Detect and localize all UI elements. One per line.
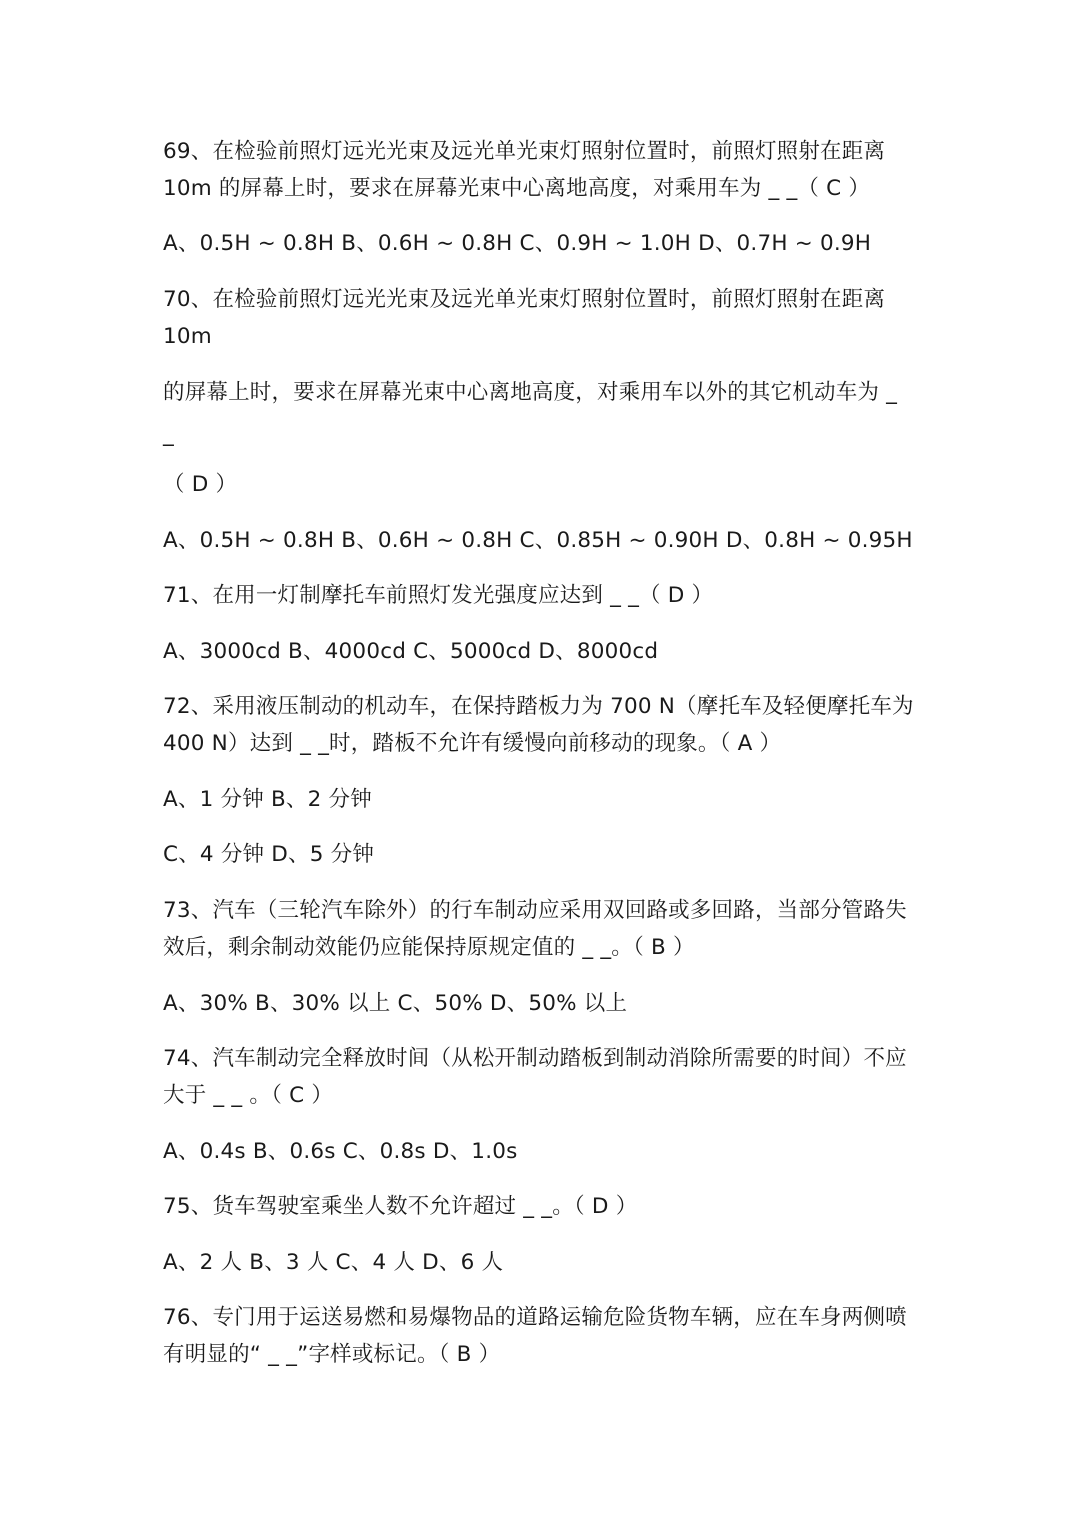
q70-answer: （ D ） (163, 472, 238, 497)
q74-line-2: 大于 _ _ 。（ C ） (163, 1083, 334, 1108)
q76-line-2: 有明显的“ _ _”字样或标记。（ B ） (163, 1342, 501, 1367)
q73-line-1: 73、汽车（三轮汽车除外）的行车制动应采用双回路或多回路，当部分管路失 (163, 898, 907, 923)
q70-line-2: 10m (163, 324, 212, 349)
q74-options: A、0.4s B、0.6s C、0.8s D、1.0s (163, 1139, 518, 1164)
q71-options: A、3000cd B、4000cd C、5000cd D、8000cd (163, 639, 659, 664)
q76-line-1: 76、专门用于运送易燃和易爆物品的道路运输危险货物车辆，应在车身两侧喷 (163, 1305, 907, 1330)
q70-options: A、0.5H ~ 0.8H B、0.6H ~ 0.8H C、0.85H ~ 0.90H D、0.8H ~ 0.95H (163, 528, 913, 553)
q70-line-1: 70、在检验前照灯远光光束及远光单光束灯照射位置时，前照灯照射在距离 (163, 287, 886, 312)
q72-options-2: C、4 分钟 D、5 分钟 (163, 842, 375, 867)
q74-line-1: 74、汽车制动完全释放时间（从松开制动踏板到制动消除所需要的时间）不应 (163, 1046, 907, 1071)
q73-options: A、30% B、30% 以上 C、50% D、50% 以上 (163, 991, 628, 1016)
q70-line-4: _ (163, 422, 174, 447)
q69-options: A、0.5H ~ 0.8H B、0.6H ~ 0.8H C、0.9H ~ 1.0H D、0.7H ~ 0.9H (163, 231, 872, 256)
q69-line-1: 69、在检验前照灯远光光束及远光单光束灯照射位置时，前照灯照射在距离 (163, 139, 886, 164)
q69-line-2: 10m 的屏幕上时，要求在屏幕光束中心离地高度，对乘用车为 _ _（ C ） (163, 176, 871, 201)
q75-line-1: 75、货车驾驶室乘坐人数不允许超过 _ _。（ D ） (163, 1194, 638, 1219)
q70-line-3: 的屏幕上时，要求在屏幕光束中心离地高度，对乘用车以外的其它机动车为 _ (163, 380, 898, 405)
q71-line-1: 71、在用一灯制摩托车前照灯发光强度应达到 _ _（ D ） (163, 583, 714, 608)
q75-options: A、2 人 B、3 人 C、4 人 D、6 人 (163, 1250, 504, 1275)
q72-line-2: 400 N）达到 _ _时，踏板不允许有缓慢向前移动的现象。（ A ） (163, 731, 782, 756)
q73-line-2: 效后，剩余制动效能仍应能保持原规定值的 _ _。（ B ） (163, 935, 695, 960)
q72-options-1: A、1 分钟 B、2 分钟 (163, 787, 372, 812)
q72-line-1: 72、采用液压制动的机动车，在保持踏板力为 700 N（摩托车及轻便摩托车为 (163, 694, 914, 719)
